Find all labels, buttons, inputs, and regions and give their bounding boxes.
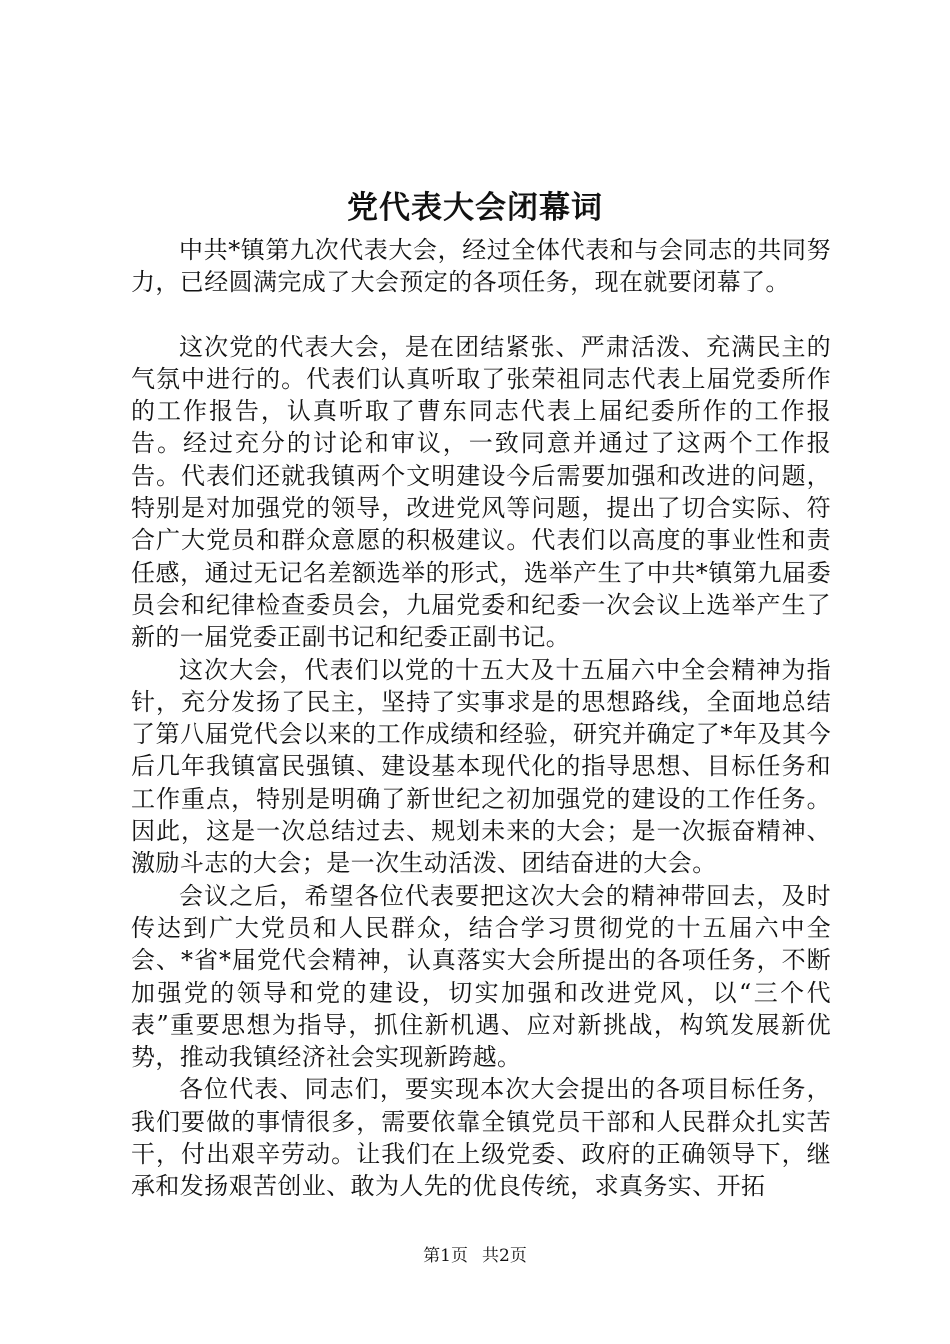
- page-total: 共2页: [482, 1246, 527, 1266]
- document-title: 党代表大会闭幕词: [347, 190, 603, 226]
- document-body: [131, 234, 831, 1203]
- page-footer: [0, 1245, 950, 1267]
- page-number: 第1页: [423, 1246, 468, 1266]
- paragraph-spacer: [131, 299, 831, 331]
- paragraph-expectations: 会议之后，希望各位代表要把这次大会的精神带回去，及时传达到广大党员和人民群众，结合学习贯彻党的十五届六中全会、*省*届党代会精神，认真落实大会所提出的各项任务，不断加强党的领导和党的建设，切实加强和改进党风，以“三个代表”重要思想为指导，抓住新机遇、应对新挑战，构筑发展新优势，推动我镇经济社会实现新跨越。: [131, 881, 831, 1072]
- paragraph-opening: 中共*镇第九次代表大会，经过全体代表和与会同志的共同努力，已经圆满完成了大会预定的各项任务，现在就要闭幕了。: [131, 236, 831, 297]
- paragraph-summary: 这次大会，代表们以党的十五大及十五届六中全会精神为指针，充分发扬了民主，坚持了实事求是的思想路线，全面地总结了第八届党代会以来的工作成绩和经验，研究并确定了*年及其今后几年我镇富民强镇、建设基本现代化的指导思想、目标任务和工作重点，特别是明确了新世纪之初加强党的建设的工作任务。因此，这是一次总结过去、规划未来的大会；是一次振奋精神、激励斗志的大会；是一次生动活泼、团结奋进的大会。: [131, 655, 831, 878]
- paragraph-call-to-action: 各位代表、同志们，要实现本次大会提出的各项目标任务，我们要做的事情很多，需要依靠全镇党员干部和人民群众扎实苦干，付出艰辛劳动。让我们在上级党委、政府的正确领导下，继承和发扬艰苦创业、敢为人先的优良传统，求真务实、开拓: [131, 1075, 831, 1201]
- paragraph-proceedings: 这次党的代表大会，是在团结紧张、严肃活泼、充满民主的气氛中进行的。代表们认真听取了张荣祖同志代表上届党委所作的工作报告，认真听取了曹东同志代表上届纪委所作的工作报告。经过充分的讨论和审议，一致同意并通过了这两个工作报告。代表们还就我镇两个文明建设今后需要加强和改进的问题，特别是对加强党的领导，改进党风等问题，提出了切合实际、符合广大党员和群众意愿的积极建议。代表们以高度的事业性和责任感，通过无记名差额选举的形式，选举产生了中共*镇第九届委员会和纪律检查委员会，九届党委和纪委一次会议上选举产生了新的一届党委正副书记和纪委正副书记。: [131, 332, 831, 652]
